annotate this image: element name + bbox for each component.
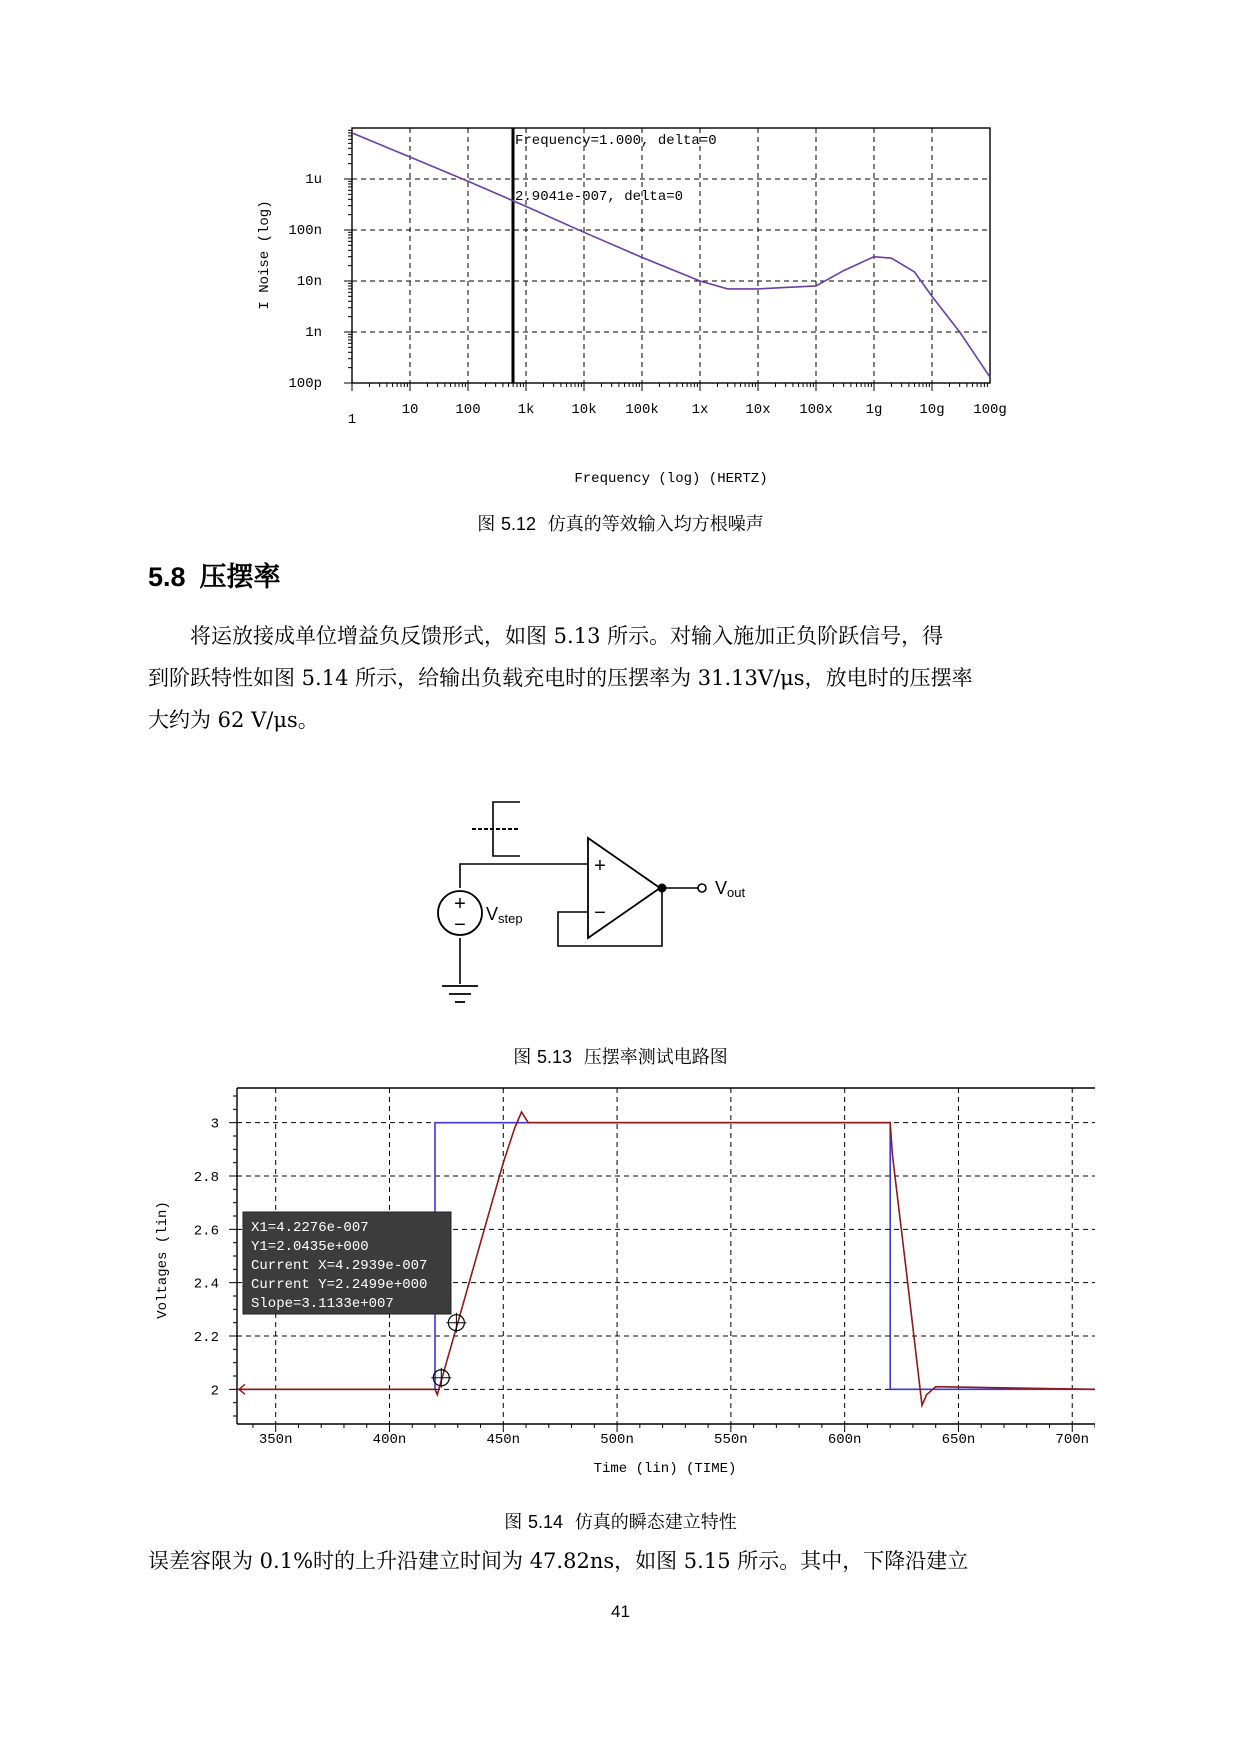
noise-chart-cursor-label-1: Frequency=1.000, delta=0 — [515, 133, 717, 149]
figure-5-13-caption — [0, 1043, 1241, 1069]
transient-chart — [145, 1085, 1095, 1480]
source-plus-sign: + — [454, 893, 466, 915]
noise-x-tick-label: 100g — [973, 402, 1007, 418]
caption-label: 图 — [513, 1047, 532, 1068]
transient-y-tick-label: 2.6 — [193, 1223, 219, 1240]
paragraph-1-line-3: 大约为 62 V/μs。 — [148, 708, 319, 732]
noise-x-tick-label: 100x — [799, 402, 833, 418]
vout-label: Vout — [715, 878, 746, 900]
transient-markers — [431, 1313, 466, 1388]
figure-5-12-caption — [0, 510, 1241, 536]
transient-x-tick-label: 450n — [486, 1432, 521, 1448]
slew-rate-circuit — [420, 790, 820, 1020]
tooltip-line-4: Current Y=2.2499e+000 — [251, 1277, 428, 1293]
noise-chart-grid — [352, 128, 990, 383]
tooltip-line-5: Slope=3.1133e+007 — [251, 1296, 394, 1312]
paragraph-2-line-1: 误差容限为 0.1%时的上升沿建立时间为 47.82ns，如图 5.15 所示。其中，下降沿建立 — [148, 1549, 969, 1573]
noise-x-tick-label: 10x — [745, 402, 771, 418]
caption-text: 仿真的等效输入均方根噪声 — [547, 514, 764, 535]
transient-x-tick-label: 700n — [1055, 1432, 1090, 1448]
vstep-label: Vstep — [486, 904, 523, 926]
paragraph-1 — [148, 615, 1094, 741]
transient-y-tick-label: 2.8 — [193, 1170, 219, 1186]
caption-number: 5.12 — [500, 514, 537, 534]
section-heading — [148, 555, 281, 594]
output-node — [658, 884, 667, 893]
tooltip-line-3: Current X=4.2939e-007 — [251, 1258, 428, 1274]
noise-x-tick-label: 1x — [691, 402, 709, 418]
source-minus-sign: − — [454, 914, 466, 936]
tooltip-line-1: X1=4.2276e-007 — [251, 1220, 369, 1236]
transient-chart-xlabel: Time (lin) (TIME) — [593, 1461, 737, 1477]
noise-x-tick-label: 100k — [625, 402, 659, 418]
transient-y-tick-label: 3 — [210, 1116, 219, 1133]
noise-x-tick-label: 1 — [347, 412, 357, 428]
transient-x-tick-label: 600n — [827, 1432, 862, 1448]
noise-x-tick-label: 1k — [517, 402, 535, 418]
noise-x-tick-label: 1g — [865, 402, 883, 418]
transient-x-tick-label: 550n — [714, 1432, 748, 1448]
measurement-tooltip — [243, 1212, 451, 1314]
caption-text: 仿真的瞬态建立特性 — [574, 1512, 737, 1533]
noise-chart-cursor-label-2: 2.9041e-007, delta=0 — [515, 189, 684, 205]
tooltip-line-2: Y1=2.0435e+000 — [251, 1239, 369, 1255]
transient-y-tick-label: 2.4 — [193, 1276, 219, 1293]
noise-chart-frame — [352, 128, 990, 383]
transient-x-tick-label: 350n — [258, 1432, 293, 1448]
opamp-plus-sign: + — [594, 855, 606, 877]
section-number: 5.8 — [148, 562, 186, 592]
output-terminal — [698, 884, 706, 892]
wire-source-to-plus — [460, 864, 588, 888]
transient-y-tick-label: 2.2 — [193, 1330, 219, 1346]
transient-x-tick-label: 500n — [600, 1432, 634, 1448]
noise-x-tick-label: 10 — [401, 402, 419, 418]
caption-number: 5.14 — [527, 1512, 564, 1532]
caption-number: 5.13 — [536, 1047, 573, 1067]
figure-5-14-caption — [0, 1508, 1241, 1534]
transient-chart-ylabel: Voltages (lin) — [155, 1201, 171, 1319]
noise-x-tick-label: 100 — [455, 402, 481, 418]
noise-y-tick-label: 1n — [305, 325, 322, 341]
noise-y-tick-label: 10n — [296, 274, 322, 290]
noise-x-tick-label: 10g — [919, 402, 945, 418]
page-number: 41 — [611, 1602, 630, 1621]
noise-y-tick-label: 100p — [288, 376, 322, 392]
opamp-minus-sign: − — [594, 902, 606, 924]
transient-x-tick-label: 650n — [941, 1432, 976, 1448]
transient-y-tick-label: 2 — [210, 1383, 219, 1400]
paragraph-2 — [148, 1540, 1094, 1582]
noise-chart-xlabel: Frequency (log) (HERTZ) — [574, 471, 768, 487]
section-title: 压摆率 — [199, 562, 281, 593]
noise-x-tick-label: 10k — [571, 402, 597, 418]
transient-x-tick-label: 400n — [372, 1432, 407, 1448]
paragraph-1-line-1: 将运放接成单位增益负反馈形式，如图 5.13 所示。对输入施加正负阶跃信号，得 — [190, 624, 944, 648]
noise-chart-ylabel: I Noise (log) — [257, 200, 273, 310]
caption-label: 图 — [504, 1512, 523, 1533]
caption-text: 压摆率测试电路图 — [583, 1047, 728, 1068]
noise-chart — [230, 115, 1020, 490]
caption-label: 图 — [477, 514, 496, 535]
noise-y-tick-label: 1u — [305, 172, 322, 188]
noise-chart-series-line — [352, 133, 990, 377]
paragraph-1-line-2: 到阶跃特性如图 5.14 所示，给输出负载充电时的压摆率为 31.13V/μs，放电时的压摆率 — [148, 666, 973, 690]
noise-y-tick-label: 100n — [288, 223, 322, 239]
